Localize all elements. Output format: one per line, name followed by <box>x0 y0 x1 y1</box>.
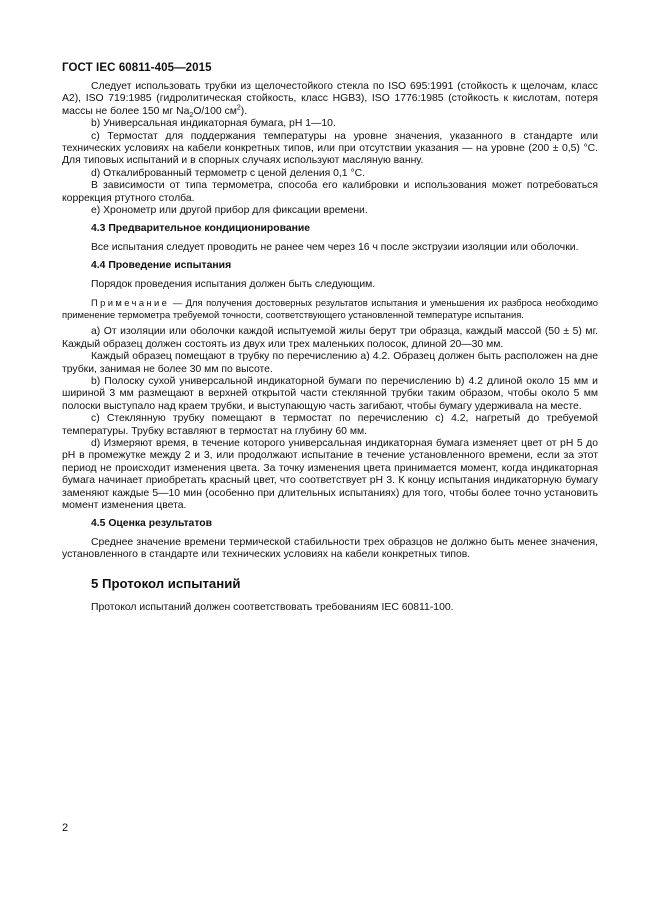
note-label: Примечание <box>91 297 170 309</box>
item-b-indicator-paper: b) Универсальная индикаторная бумага, pH 1—10. <box>91 118 336 130</box>
section-4-4-note: Примечание — Для получения достоверных результатов испытания и уменьшения их разброса необходимо применение термометра требуемой точности, соответствующего установленной температуре испытания. <box>62 297 598 320</box>
page-number: 2 <box>62 822 69 834</box>
thermometer-correction-note: В зависимости от типа термометра, способа его калибровки и использования может потребоваться коррекция ртутного столба. <box>62 180 598 204</box>
item-c-thermostat: c) Термостат для поддержания температуры на уровне значения, указанного в стандарте или технических условиях на кабели конкретных типов, или при отсутствии указания — на уровне (200 ± 0,5) °C. Для типовых испытаний и в спорных случаях используют масляную ванну. <box>62 130 598 167</box>
section-5-text: Протокол испытаний должен соответствовать требованиям IEC 60811-100. <box>91 602 454 613</box>
section-4-4-intro: Порядок проведения испытания должен быть следующим. <box>91 278 376 290</box>
section-5-heading: 5 Протокол испытаний <box>91 575 241 591</box>
section-4-4-heading: 4.4 Проведение испытания <box>91 260 232 272</box>
glass-tube-paragraph: Следует использовать трубки из щелочестойкого стекла по ISO 695:1991 (стойкость к щелочам, класс А2), ISO 719:1985 (гидролитическая стойкость, класс HGB3), ISO 1776:1985 (стойкость к кислотам, потеря массы не более 150 мг $Na_2O/100$ $см^2$). <box>62 81 598 119</box>
item-d-thermometer: d) Откалиброванный термометр с ценой деления 0,1 °C. <box>91 167 366 179</box>
step-a-samples: a) От изоляции или оболочки каждой испытуемой жилы берут три образца, каждый массой (50 ± 5) мг. Каждый образец должен состоять из двух или трех маленьких полосок, длиной 20—30 мм. <box>62 326 598 350</box>
step-a-placement: Каждый образец помещают в трубку по перечислению a) 4.2. Образец должен быть расположен на дне трубки, занимая не более 30 мм по высоте. <box>62 351 598 375</box>
section-4-3-heading: 4.3 Предварительное кондиционирование <box>91 223 311 235</box>
document-body <box>62 81 598 614</box>
step-c-thermostat: c) Стеклянную трубку помещают в термостат по перечислению c) 4.2, нагретый до требуемой температуры. Трубку вставляют в термостат на глубину 60 мм. <box>62 413 598 437</box>
step-b-paper-strip: b) Полоску сухой универсальной индикаторной бумаги по перечислению b) 4.2 длиной около 15 мм и шириной 3 мм размещают в верхней открытой части стеклянной трубки таким образом, чтобы около 5 мм полоски выступало над краем трубки, и выступающую часть загибают, чтобы бумагу удерживала на месте. <box>62 375 598 412</box>
section-4-5-heading: 4.5 Оценка результатов <box>91 518 213 530</box>
step-d-measure-time: d) Измеряют время, в течение которого универсальная индикаторная бумага изменяет цвет от pH 5 до pH в промежутке между 2 и 3, или продолжают испытание в течение установленного времени, если за этот период не происходит изменения цвета. За точку изменения цвета принимается момент, когда индикаторная бумага начинает приобретать красный цвет, что соответствует pH 3. К концу испытания индикаторную бумагу заменяют каждые 5—10 мин (особенно при длительных испытаниях) для того, чтобы более точно установить момент изменения цвета. <box>62 437 598 511</box>
item-e-chronometer: e) Хронометр или другой прибор для фиксации времени. <box>91 205 368 217</box>
document-header: ГОСТ IEC 60811-405—2015 <box>62 62 212 74</box>
section-4-5-text: Среднее значение времени термической стабильности трех образцов не должно быть менее значения, установленного в стандарте или технических условиях на кабели конкретных типов. <box>62 536 598 561</box>
section-4-3-text: Все испытания следует проводить не ранее чем через 16 ч после экструзии изоляции или оболочки. <box>91 241 579 253</box>
